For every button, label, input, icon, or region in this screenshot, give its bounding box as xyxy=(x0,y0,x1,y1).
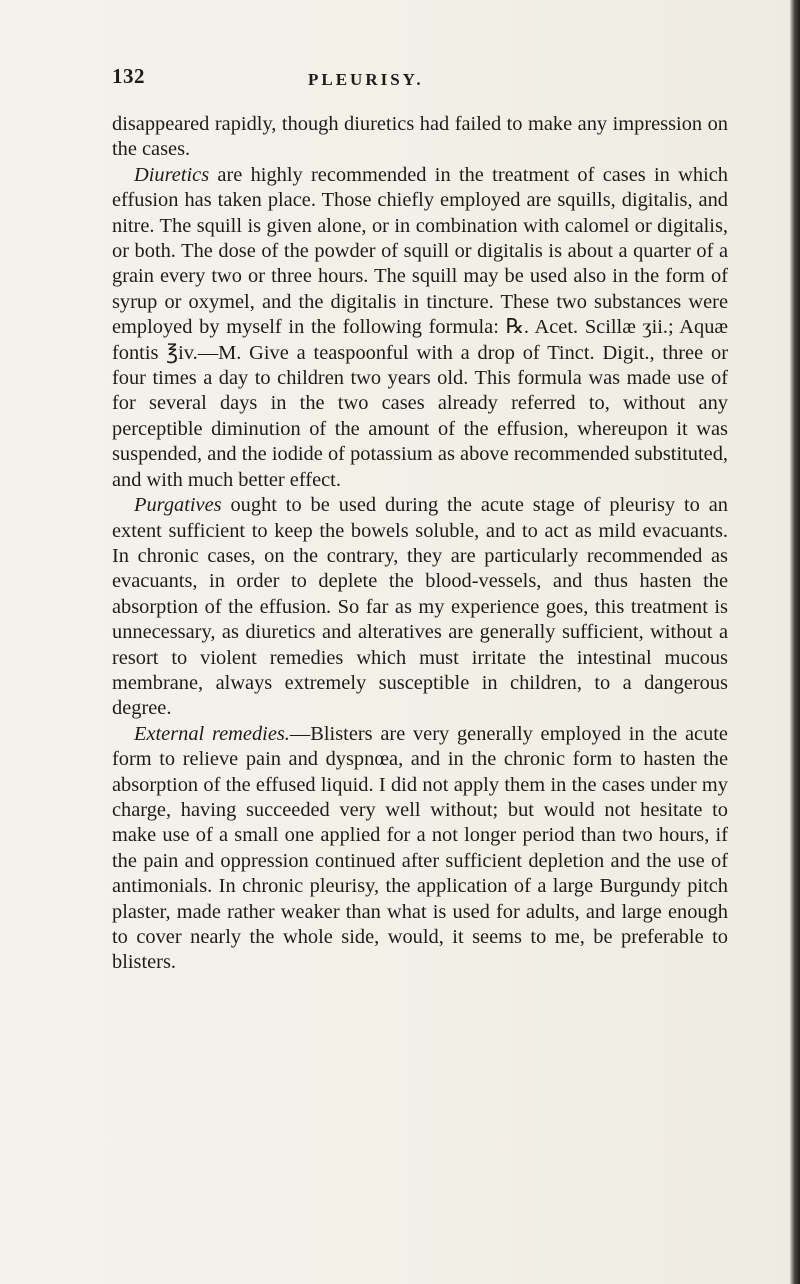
paragraph-lead-italic: Purgatives xyxy=(134,494,222,517)
paragraph-purgatives xyxy=(112,493,728,722)
paragraph-continuation xyxy=(112,112,728,163)
paragraph-text: are highly recommended in the treatment of cases in which effusion has taken place. Those chiefly employed are squills, digitalis, and nitre. The squill is given alone, or in combination with calomel or digitalis, or both. The dose of the powder of squill or digitalis is about a quarter of a grain every two or three hours. The squill may be used also in the form of syrup or oxymel, and the digitalis in tincture. These two substances were employed by myself in the following formula: ℞. Acet. Scillæ ʒii.; Aquæ fontis ℥iv.—M. Give a teaspoonful with a drop of Tinct. Digit., three or four times a day to children two years old. This formula was made use of for several days in the two cases already referred to, without any perceptible diminution of the amount of the effusion, whereupon it was suspended, and the iodide of potassium as above recommended substituted, and with much better effect. xyxy=(112,163,728,491)
page-header xyxy=(0,64,800,94)
paragraph-diuretics xyxy=(112,163,728,493)
page-binding-edge xyxy=(790,0,800,1284)
paragraph-text: —Blisters are very generally employed in the acute form to relieve pain and dyspnœa, and in the chronic form to hasten the absorption of the effused liquid. I did not apply them in the cases under my charge, having succeeded very well without; but would not hesitate to make use of a small one applied for a not longer period than two hours, if the pain and oppression continued after sufficient depletion and the use of antimonials. In chronic pleurisy, the application of a large Burgundy pitch plaster, made rather weaker than what is used for adults, and large enough to cover nearly the whole side, would, it seems to me, be preferable to blisters. xyxy=(112,722,728,974)
paragraph-external-remedies xyxy=(112,722,728,976)
paragraph-text: ought to be used during the acute stage of pleurisy to an extent sufficient to keep the bowels soluble, and to act as mild evacuants. In chronic cases, on the contrary, they are particularly recommended as evacuants, in order to deplete the blood-vessels, and thus hasten the absorption of the effusion. So far as my experience goes, this treatment is unnecessary, as diuretics and alteratives are generally sufficient, without a resort to violent remedies which must irritate the intestinal mucous membrane, always extremely susceptible in children, to a dangerous degree. xyxy=(112,494,728,720)
running-head: PLEURISY. xyxy=(308,70,424,89)
body-text xyxy=(112,112,728,976)
paragraph-text: disappeared rapidly, though diuretics had failed to make any impression on the cases. xyxy=(112,113,728,161)
page-number: 132 xyxy=(112,64,145,88)
paragraph-lead-italic: Diuretics xyxy=(134,163,210,186)
paragraph-lead-italic: External remedies. xyxy=(134,722,290,745)
